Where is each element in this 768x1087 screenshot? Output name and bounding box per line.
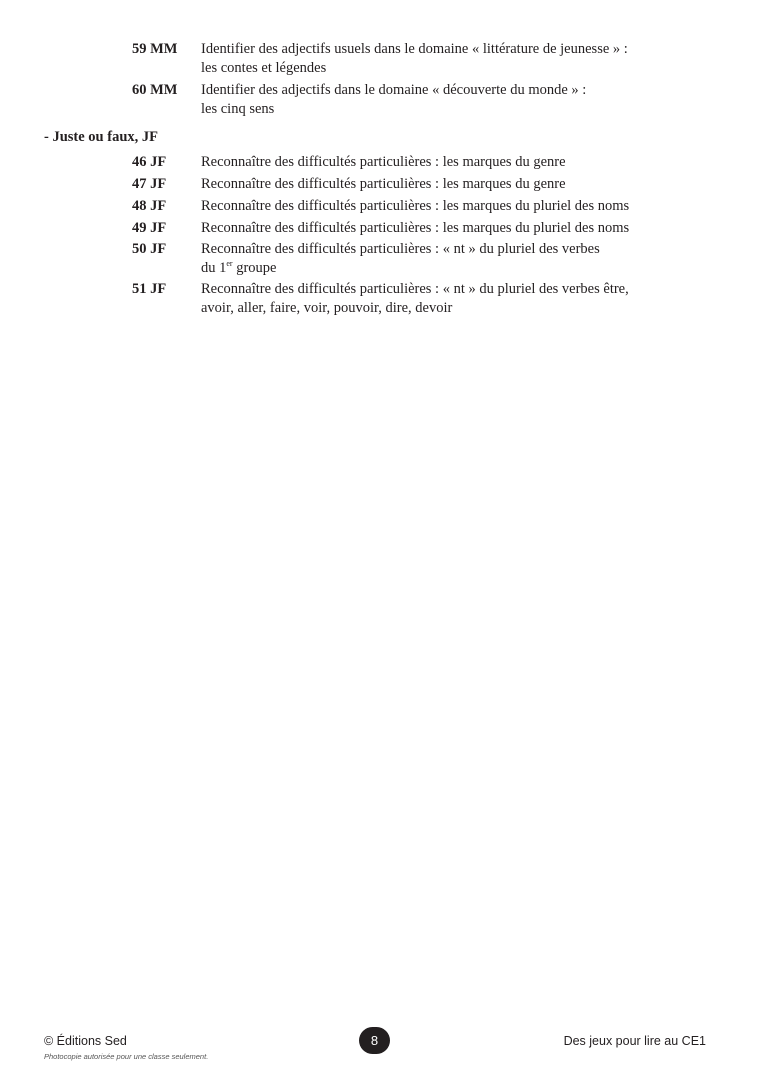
entry-code: 60 MM — [132, 82, 178, 98]
entry-description — [201, 175, 641, 194]
entry-description-line: Identifier des adjectifs dans le domaine « découverte du monde » : — [201, 82, 587, 98]
entry-description-line: Reconnaître des difficultés particulières : « nt » du pluriel des verbes être, — [201, 281, 629, 297]
footer-publisher: © Éditions Sed — [44, 1034, 127, 1048]
entry-description-line: avoir, aller, faire, voir, pouvoir, dire, devoir — [201, 300, 453, 316]
entry-code: 47 JF — [132, 176, 167, 192]
ordinal-superscript: er — [226, 259, 233, 268]
footer-book-title: Des jeux pour lire au CE1 — [563, 1034, 706, 1048]
entry-description — [201, 81, 641, 119]
entry-description — [201, 219, 641, 238]
entry-code: 49 JF — [132, 220, 167, 236]
entry-description-line: Reconnaître des difficultés particulières : « nt » du pluriel des verbes — [201, 241, 600, 257]
entry-code: 59 MM — [132, 41, 178, 57]
entry-description — [201, 240, 641, 278]
entry-code: 48 JF — [132, 198, 167, 214]
entry-code: 50 JF — [132, 241, 167, 257]
footer-copy-note: Photocopie autorisée pour une classe seulement. — [44, 1052, 209, 1061]
line-prefix: du 1 — [201, 260, 227, 276]
entry-description-line: Reconnaître des difficultés particulières : les marques du pluriel des noms — [201, 198, 630, 214]
entry-description-line: Identifier des adjectifs usuels dans le domaine « littérature de jeunesse » : — [201, 41, 628, 57]
entry-description — [201, 197, 641, 216]
section-title: - Juste ou faux, JF — [44, 129, 158, 145]
entry-description-line: Reconnaître des difficultés particulières : les marques du genre — [201, 176, 566, 192]
entry-description-line: Reconnaître des difficultés particulières : les marques du pluriel des noms — [201, 220, 630, 236]
entry-description — [201, 40, 641, 78]
entry-description-line: Reconnaître des difficultés particulières : les marques du genre — [201, 154, 566, 170]
entry-description-line: les cinq sens — [201, 101, 275, 117]
entry-description-line: les contes et légendes — [201, 60, 327, 76]
page-number-badge: 8 — [359, 1027, 390, 1054]
line-suffix: groupe — [232, 260, 277, 276]
entry-description-line — [201, 259, 641, 278]
entry-code: 46 JF — [132, 154, 167, 170]
entry-code: 51 JF — [132, 281, 167, 297]
entry-description — [201, 153, 641, 172]
entry-description — [201, 280, 641, 318]
